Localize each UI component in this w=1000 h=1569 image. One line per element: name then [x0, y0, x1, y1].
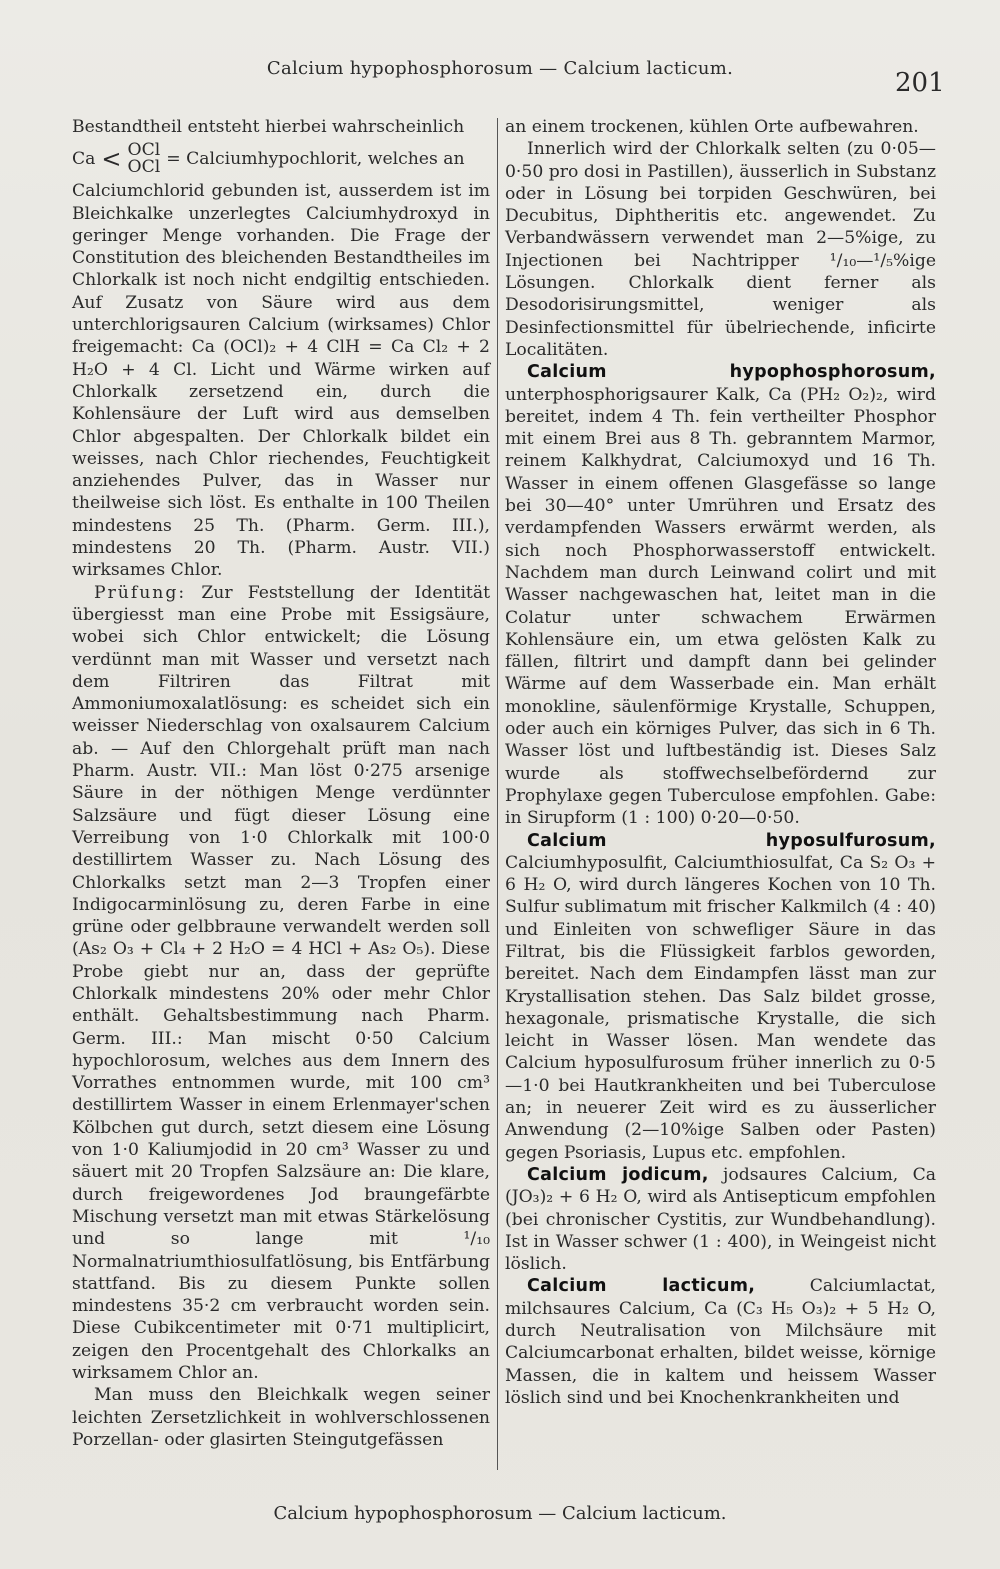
pruefung-text: Zur Feststellung der Identität übergiesst man eine Probe mit Essigsäure, wobei sich Chlor entwickelt; die Lösung verdünnt man mit Wasser und versetzt nach dem Filtriren das Filtrat mit Ammoniumoxalatlösung: es scheidet sich ein weisser Niederschlag von oxalsaurem Calcium ab. — Auf den Chlorgehalt prüft man nach Pharm. Austr. VII.: Man löst 0·275 arsenige Säure in der nöthigen Menge verdünnter Salzsäure und fügt dieser Lösung eine Verreibung von 1·0 Chlorkalk mit 100·0 destillirtem Wasser zu. Nach Lösung des Chlorkalks setzt man 2—3 Tropfen einer Indigocarminlösung zu, deren Farbe in eine grüne oder gelbbraune verwandelt werden soll (As₂ O₃ + Cl₄ + 2 H₂O = 4 HCl + As₂ O₅). Diese Probe giebt nur an, dass der geprüfte Chlorkalk mindestens 20% oder mehr Chlor enthält. Gehaltsbestimmung nach Pharm. Germ. III.: Man mischt 0·50 Calcium hypochlorosum, welches aus dem Innern des Vorrathes entnommen wurde, mit 100 cm³ destillirtem Wasser in einem Erlenmayer'schen Kölbchen gut durch, setzt diesem eine Lösung von 1·0 Kaliumjodid in 20 cm³ Wasser zu und säuert mit 20 Tropfen Salzsäure an: Die klare, durch freigewordenes Jod braungefärbte Mischung versetzt man mit etwas Stärkelösung und so lange mit ¹/₁₀ Normalnatriumthiosulfatlösung, bis Entfärbung stattfand. Bis zu diesem Punkte sollen mindestens 35·2 cm verbraucht worden sein. Diese Cubikcentimeter mit 0·71 multiplicirt, zeigen den Procentgehalt des Chlorkalks an wirksamem Chlor an. [72, 582, 490, 1384]
paragraph-application: Innerlich wird der Chlorkalk selten (zu 0·05—0·50 pro dosi in Pastillen), äusserlich in Substanz oder in Lösung bei torpiden Geschwüren, bei Decubitus, Diphtheritis etc. angewendet. Zu Verbandwässern verwendet man 2—5%ige, zu Injectionen bei Nachtripper ¹/₁₀—¹/₅%ige Lösungen. Chlorkalk dient ferner als Desodorisirungsmittel, weniger als Desinfectionsmittel für übelriechende, inficirte Localitäten. [505, 139, 936, 360]
entry-heading: Calcium hyposulfurosum, [527, 830, 936, 851]
entry-text: Calciumlactat, milchsaures Calcium, Ca (C₃ H₅ O₃)₂ + 5 H₂ O, durch Neutralisation von Milchsäure mit Calciumcarbonat erhalten, bildet weisse, körnige Massen, die in kaltem und heissem Wasser löslich sind und bei Knochenkrankheiten und [505, 1276, 937, 1408]
running-head: Calcium hypophosphorosum — Calcium lacticum. [266, 58, 734, 79]
pruefung-label: Prüfung: [94, 582, 187, 603]
entry-calcium-hypophosphorosum [505, 361, 936, 829]
formula-bracket: < [101, 145, 122, 174]
entry-text: Calciumhyposulfit, Calciumthiosulfat, Ca S₂ O₃ + 6 H₂ O, wird durch längeres Kochen von 10 Th. Sulfur sublimatum mit frischer Kalkmilch (4 : 40) und Einleiten von schwefliger Säure in das Filtrat, bis die Flüssigkeit farblos geworden, bereitet. Nach dem Eindampfen lässt man zur Krystallisation stehen. Das Salz bildet grosse, hexagonale, prismatische Krystalle, die sich leicht in Wasser lösen. Man wendete das Calcium hyposulfurosum früher innerlich zu 0·5—1·0 bei Hautkrankheiten und bei Tuberculose an; in neuerer Zeit wird es zu äusserlicher Anwendung (2—10%ige Salben oder Pasten) gegen Psoriasis, Lupus etc. empfohlen. [505, 852, 936, 1163]
entry-heading: Calcium lacticum, [527, 1276, 756, 1297]
paragraph-pruefung [72, 582, 490, 1385]
left-column [72, 116, 490, 1451]
entry-heading: Calcium hypophosphorosum, [527, 362, 936, 383]
paragraph-continued [72, 116, 490, 138]
formula-ligands [128, 142, 161, 176]
text-line: Bestandtheil entsteht hierbei wahrscheinlich [72, 117, 465, 137]
formula-ocl-bottom: OCl [127, 157, 161, 178]
page-number: 201 [895, 68, 945, 98]
paragraph-continued-right: an einem trockenen, kühlen Orte aufbewahren. [505, 117, 919, 137]
formula-ocl-top: OCl [127, 140, 161, 161]
running-foot: Calcium hypophosphorosum — Calcium lacticum. [273, 1503, 727, 1524]
paragraph-storage: Man muss den Bleichkalk wegen seiner leichten Zersetzlichkeit in wohlverschlossenen Porzellan- oder glasirten Steingutgefässen [72, 1385, 490, 1450]
column-rule [497, 118, 498, 1470]
formula-equals-text: = Calciumhypochlorit, welches an [166, 149, 465, 170]
entry-text: unterphosphorigsaurer Kalk, Ca (PH₂ O₂)₂, wird bereitet, indem 4 Th. fein vertheilter Phosphor mit einem Brei aus 8 Th. gebranntem Marmor, reinem Kalkhydrat, Calciumoxyd und 16 Th. Wasser in einem offenen Glasgefässe so lange bei 30—40° unter Umrühren und Ersatz des verdampfenden Wassers erwärmt werden, als sich noch Phosphorwasserstoff entwickelt. Nachdem man durch Leinwand colirt und mit Wasser nachgewaschen hat, leitet man in die Colatur unter schwachem Erwärmen Kohlensäure ein, um etwa gelösten Kalk zu fällen, filtrirt und dampft dann bei gelinder Wärme auf dem Wasserbade ein. Man erhält monokline, säulenförmige Krystalle, Schuppen, oder auch ein körniges Pulver, das sich in 6 Th. Wasser löst und luftbeständig ist. Dieses Salz wurde als stoffwechselbefördernd zur Prophylaxe gegen Tuberculose empfohlen. Gabe: in Sirupform (1 : 100) 0·20—0·50. [505, 384, 936, 829]
entry-heading: Calcium jodicum, [527, 1164, 709, 1185]
right-column [505, 116, 936, 1409]
entry-calcium-jodicum [505, 1164, 936, 1275]
calcium-hypochlorite-formula [72, 140, 490, 178]
entry-text: jodsaures Calcium, Ca (JO₃)₂ + 6 H₂ O, wird als Antisepticum empfohlen (bei chronischer Cystitis, zur Wundbehandlung). Ist in Wasser schwer (1 : 400), in Weingeist nicht löslich. [505, 1164, 936, 1275]
paragraph-chlorkalk: Calciumchlorid gebunden ist, ausserdem ist im Bleichkalke unzerlegtes Calciumhydroxyd in geringer Menge vorhanden. Die Frage der Constitution des bleichenden Bestandtheiles im Chlorkalk ist noch nicht endgiltig entschieden. Auf Zusatz von Säure wird aus dem unterchlorigsauren Calcium (wirksames) Chlor freigemacht: Ca (OCl)₂ + 4 ClH = Ca Cl₂ + 2 H₂O + 4 Cl. Licht und Wärme wirken auf Chlorkalk zersetzend ein, durch die Kohlensäure der Luft wird aus demselben Chlor abgespalten. Der Chlorkalk bildet ein weisses, nach Chlor riechendes, Feuchtigkeit anziehendes Pulver, das in Wasser nur theilweise sich löst. Es enthalte in 100 Theilen mindestens 25 Th. (Pharm. Germ. III.), mindestens 20 Th. (Pharm. Austr. VII.) wirksames Chlor. [72, 181, 490, 581]
formula-ca: Ca [72, 149, 96, 170]
entry-calcium-lacticum [505, 1275, 936, 1409]
entry-calcium-hyposulfurosum [505, 830, 936, 1164]
